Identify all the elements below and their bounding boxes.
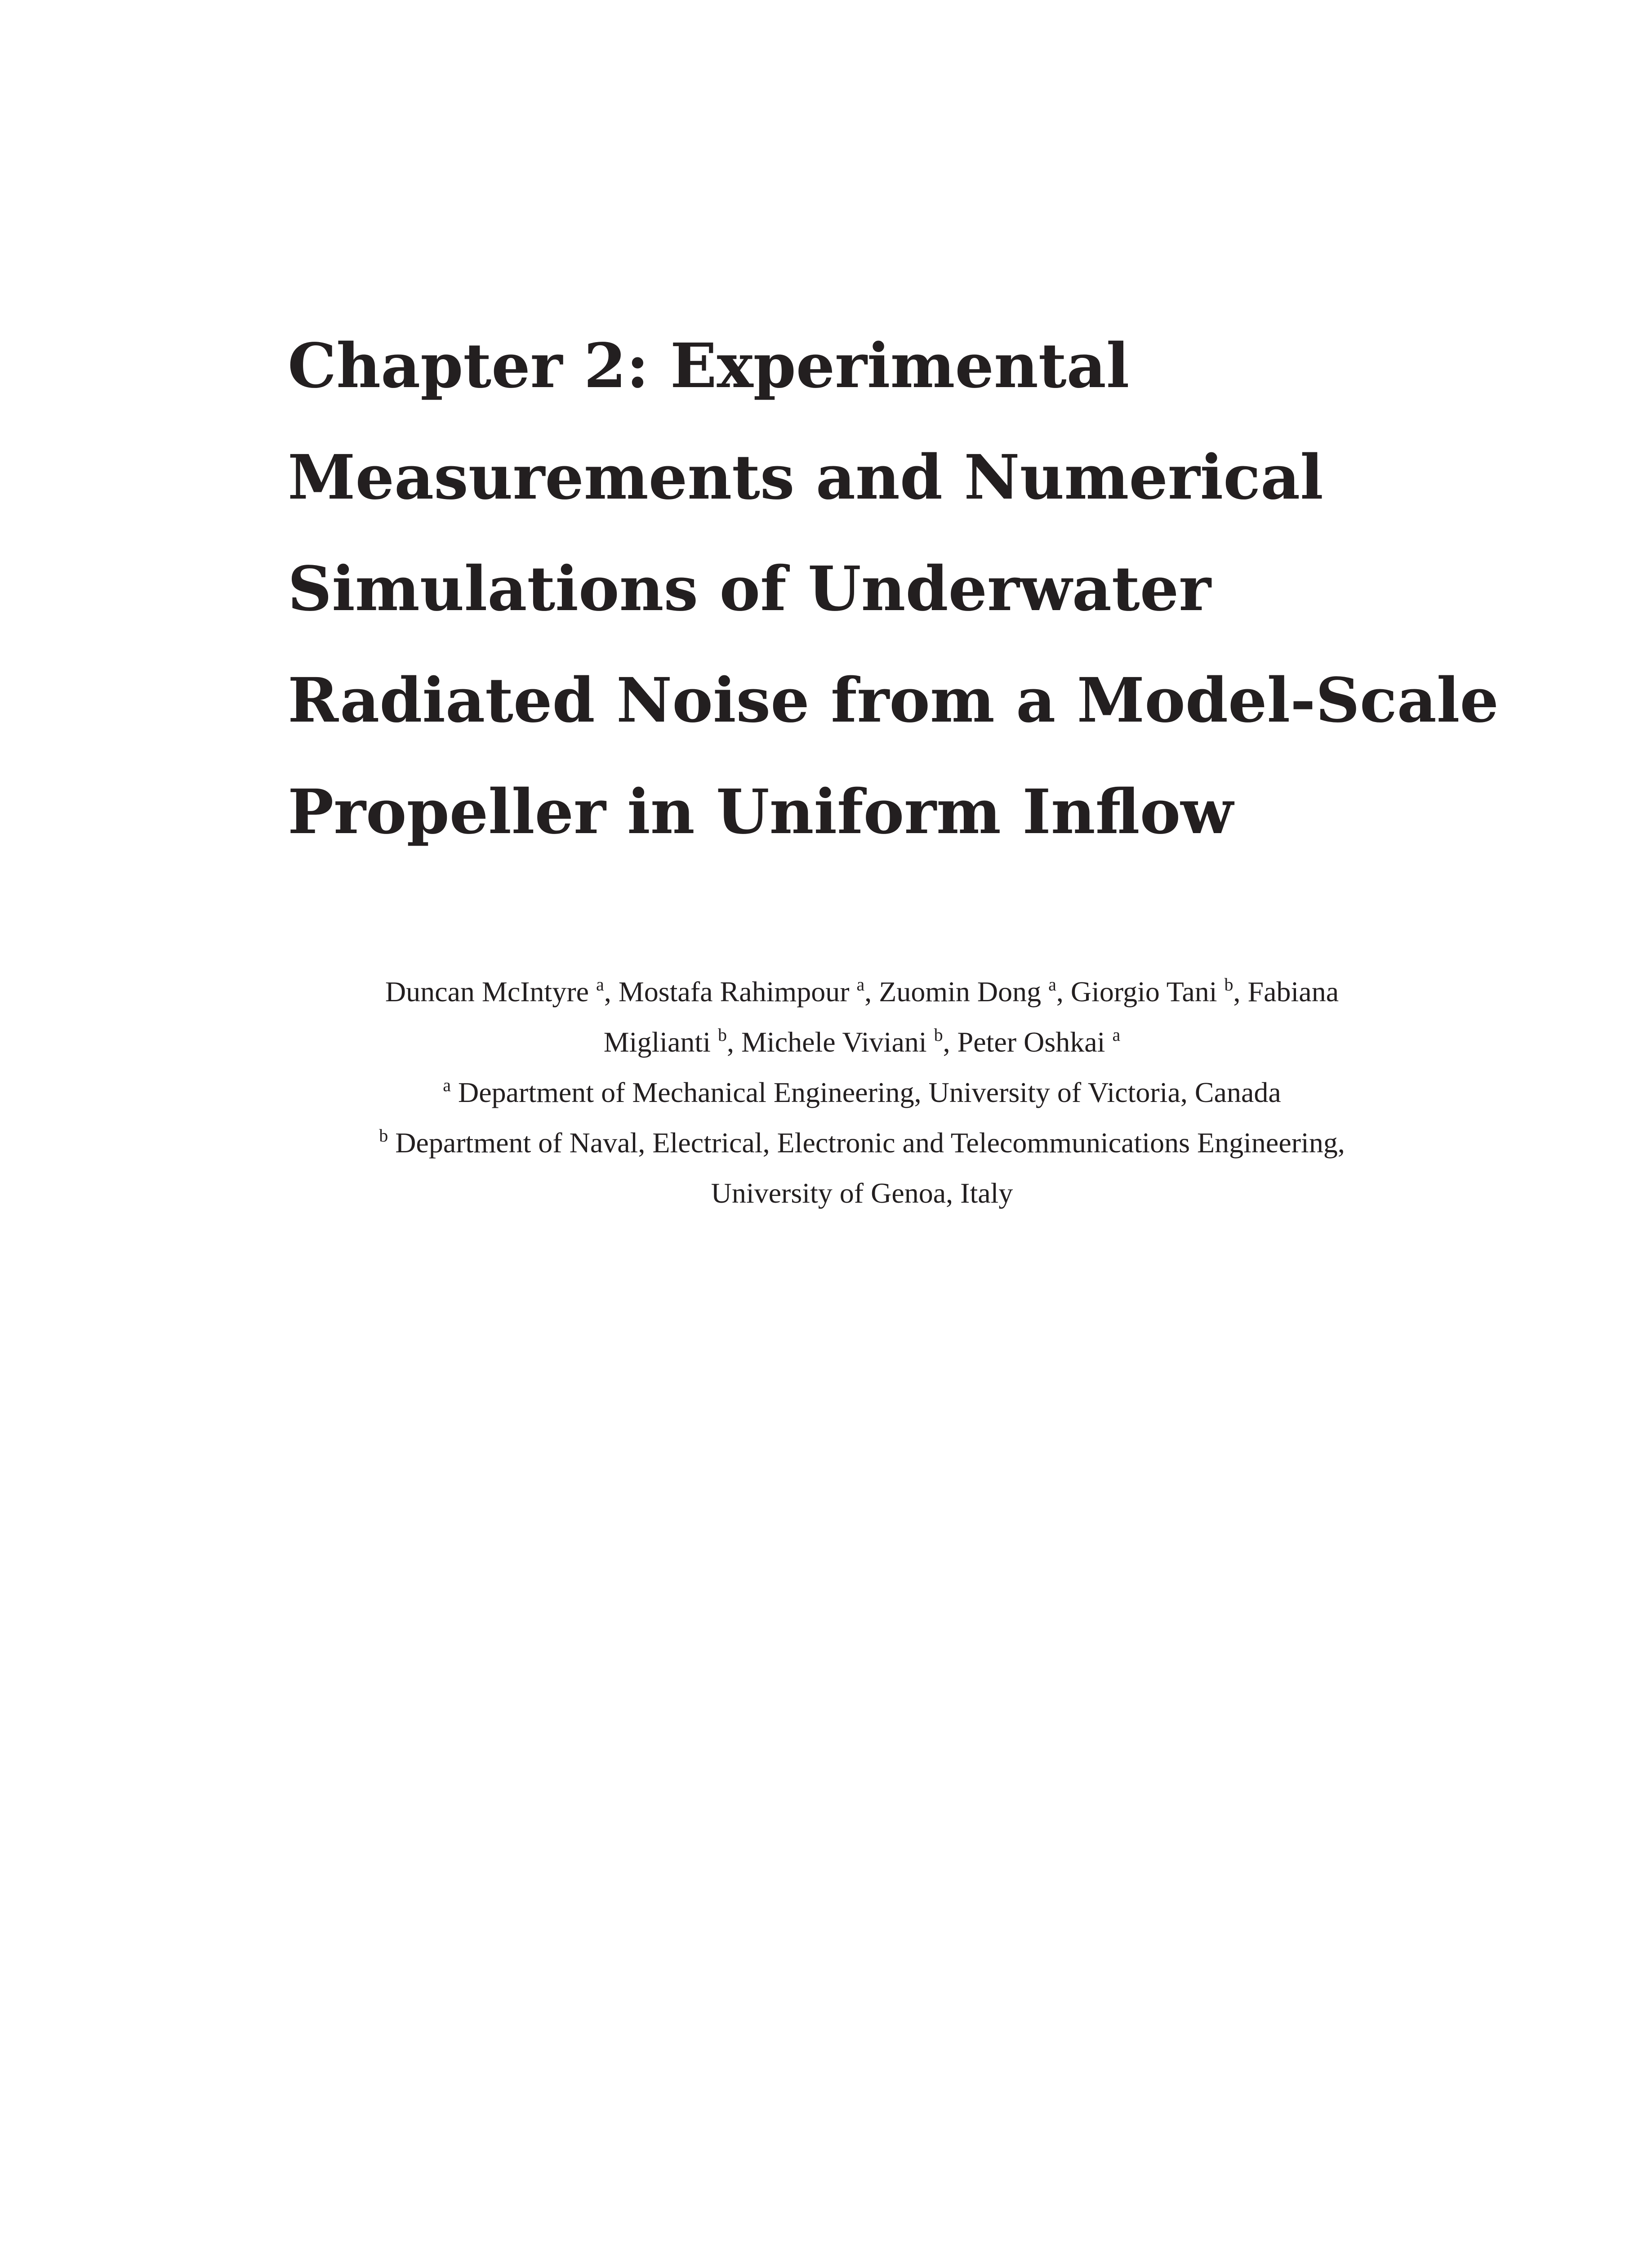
chapter-title — [288, 310, 1501, 868]
author-name: Giorgio Tani — [1070, 976, 1217, 1008]
separator: , — [943, 1026, 957, 1058]
author-name: Fabiana — [1247, 976, 1339, 1008]
author-list-line-2 — [288, 1017, 1436, 1067]
separator: , — [1056, 976, 1071, 1008]
author-name: Duncan McIntyre — [385, 976, 589, 1008]
author-list-line-1 — [288, 967, 1436, 1017]
chapter-title-line: Radiated Noise from a Model-Scale — [288, 665, 1499, 736]
chapter-title-line: Chapter 2: Experimental — [288, 330, 1130, 402]
affiliation-marker: b — [717, 1025, 727, 1045]
chapter-title-line: Measurements and Numerical — [288, 442, 1323, 513]
affiliation-text: Department of Mechanical Engineering, University of Victoria, Canada — [458, 1076, 1281, 1108]
separator: , — [604, 976, 619, 1008]
affiliation-text: University of Genoa, Italy — [711, 1177, 1013, 1209]
chapter-title-line: Simulations of Underwater — [288, 553, 1211, 625]
affiliation-marker: b — [1224, 974, 1233, 995]
affiliation-text: Department of Naval, Electrical, Electronic and Telecommunications Engineering, — [395, 1127, 1345, 1159]
affiliation-marker: b — [934, 1025, 943, 1045]
affiliation-marker: a — [856, 974, 865, 995]
chapter-title-line: Propeller in Uniform Inflow — [288, 776, 1233, 848]
affiliation-marker: a — [1048, 974, 1056, 995]
author-name: Michele Viviani — [741, 1026, 927, 1058]
affiliation-b — [288, 1118, 1436, 1168]
affiliation-marker: a — [1112, 1025, 1121, 1045]
authors-affiliations — [288, 967, 1436, 1218]
separator: , — [726, 1026, 741, 1058]
affiliation-marker: a — [443, 1075, 451, 1095]
affiliation-a — [288, 1067, 1436, 1118]
author-name: Mostafa Rahimpour — [618, 976, 850, 1008]
author-name: Miglianti — [603, 1026, 711, 1058]
separator: , — [864, 976, 879, 1008]
author-name: Zuomin Dong — [879, 976, 1042, 1008]
affiliation-marker: a — [596, 974, 604, 995]
author-name: Peter Oshkai — [957, 1026, 1105, 1058]
affiliation-b-continued — [288, 1168, 1436, 1218]
separator: , — [1233, 976, 1248, 1008]
affiliation-marker: b — [379, 1125, 388, 1146]
